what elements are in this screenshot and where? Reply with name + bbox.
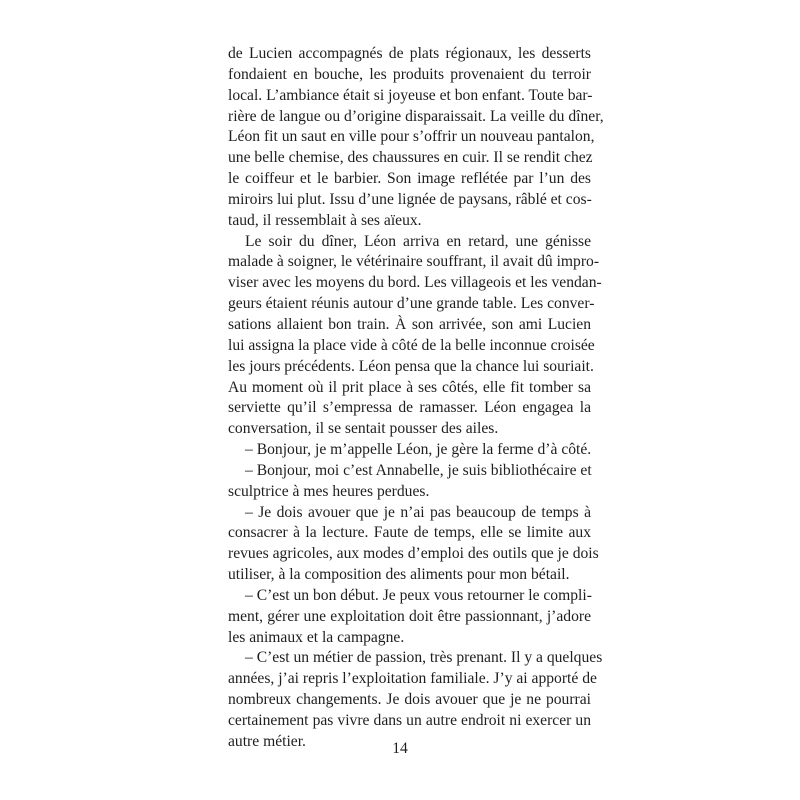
text-line: les animaux et la campagne. (228, 628, 405, 646)
text-line: utiliser, à la composition des aliments pour mon bétail. (228, 566, 570, 584)
text-line: serviette qu’il s’empressa de ramasser. Léon engagea la (228, 399, 591, 417)
text-line: miroirs lui plut. Issu d’une lignée de paysans, râblé et cos- (228, 190, 592, 208)
text-line: sations allaient bon train. À son arrivée, son ami Lucien (228, 315, 591, 333)
text-line: ment, gérer une exploitation doit être passionnant, j’adore (228, 607, 591, 625)
text-line: viser avec les moyens du bord. Les villageois et les vendan- (228, 274, 602, 292)
text-line: le coiffeur et le barbier. Son image reflétée par l’un des (228, 170, 591, 188)
text-line: fondaient en bouche, les produits provenaient du terroir (228, 65, 591, 83)
text-line: de Lucien accompagnés de plats régionaux, les desserts (228, 45, 591, 62)
text-line: conversation, il se sentait pousser des ailes. (228, 420, 499, 438)
text-line: – C’est un bon début. Je peux vous retourner le compli- (245, 586, 592, 604)
text-line: revues agricoles, aux modes d’emploi des outils que je dois (228, 545, 599, 563)
text-line: – Je dois avouer que je n’ai pas beaucoup de temps à (245, 503, 591, 521)
text-line: rière de langue ou d’origine disparaissait. La veille du dîner, (228, 107, 604, 125)
text-line: local. L’ambiance était si joyeuse et bon enfant. Toute bar- (228, 86, 593, 104)
text-line: malade à soigner, le vétérinaire souffrant, il avait dû impro- (228, 253, 600, 271)
body-text (228, 44, 604, 753)
text-line: certainement pas vivre dans un autre endroit ni exercer un (228, 712, 591, 729)
text-line: Au moment où il prit place à ses côtés, elle fit tomber sa (228, 378, 591, 396)
text-line: autre métier. (228, 732, 306, 750)
text-line: consacrer à la lecture. Faute de temps, elle se limite aux (228, 524, 591, 542)
text-line: une belle chemise, des chaussures en cuir. Il se rendit chez (228, 149, 593, 167)
text-line: – Bonjour, je m’appelle Léon, je gère la ferme d’à côté. (245, 441, 592, 459)
text-line: années, j’ai repris l’exploitation familiale. J’y ai apporté de (228, 670, 597, 688)
text-line: taud, il ressemblait à ses aïeux. (228, 211, 422, 229)
text-line: Le soir du dîner, Léon arriva en retard, une génisse (245, 232, 591, 250)
text-line: – C’est un métier de passion, très prenant. Il y a quelques (245, 649, 603, 667)
text-line: – Bonjour, moi c’est Annabelle, je suis bibliothécaire et (245, 461, 592, 479)
text-line: lui assigna la place vide à côté de la belle inconnue croisée (228, 336, 595, 354)
text-line: geurs étaient réunis autour d’une grande table. Les conver- (228, 295, 595, 313)
text-line: Léon fit un saut en ville pour s’offrir un nouveau pantalon, (228, 128, 595, 146)
page-number: 14 (392, 740, 408, 757)
text-line: les jours précédents. Léon pensa que la chance lui souriait. (228, 357, 594, 375)
text-line: sculptrice à mes heures perdues. (228, 482, 430, 500)
text-line: nombreux changements. Je dois avouer que je ne pourrai (228, 691, 591, 709)
